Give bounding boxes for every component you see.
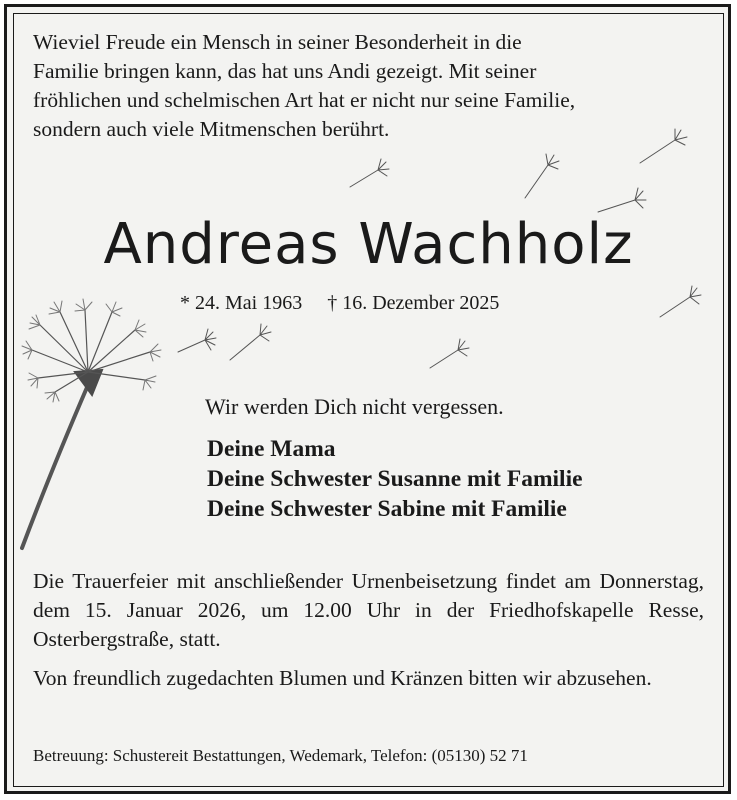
intro-line: sondern auch viele Mitmenschen berührt. [33,117,390,141]
birth-date: * 24. Mai 1963 [180,292,303,314]
mourner: Deine Mama [207,436,336,462]
motto: Wir werden Dich nicht vergessen. [205,394,504,419]
intro-text [33,28,704,144]
death-date: † 16. Dezember 2025 [327,292,500,314]
flowers-text: Von freundlich zugedachten Blumen und Kränzen bitten wir abzusehen. [33,666,652,690]
intro-line: Familie bringen kann, das hat uns Andi gezeigt. Mit seiner [33,59,537,83]
service-text: Die Trauerfeier mit anschließender Urnenbeisetzung findet am Donnerstag, dem 15. Januar 2026, um 12.00 Uhr in der Friedhofskapelle Resse, Osterbergstraße, statt. [33,569,704,651]
mourner: Deine Schwester Susanne mit Familie [207,466,583,492]
undertaker-info: Betreuung: Schustereit Bestattungen, Wedemark, Telefon: (05130) 52 71 [33,746,528,765]
life-dates [180,292,580,315]
mourner: Deine Schwester Sabine mit Familie [207,496,567,522]
mourners-list [207,434,583,524]
service-info [33,567,704,703]
intro-line: Wieviel Freude ein Mensch in seiner Besonderheit in die [33,30,522,54]
deceased-name: Andreas Wachholz [103,212,634,277]
intro-line: fröhlichen und schelmischen Art hat er nicht nur seine Familie, [33,88,576,112]
